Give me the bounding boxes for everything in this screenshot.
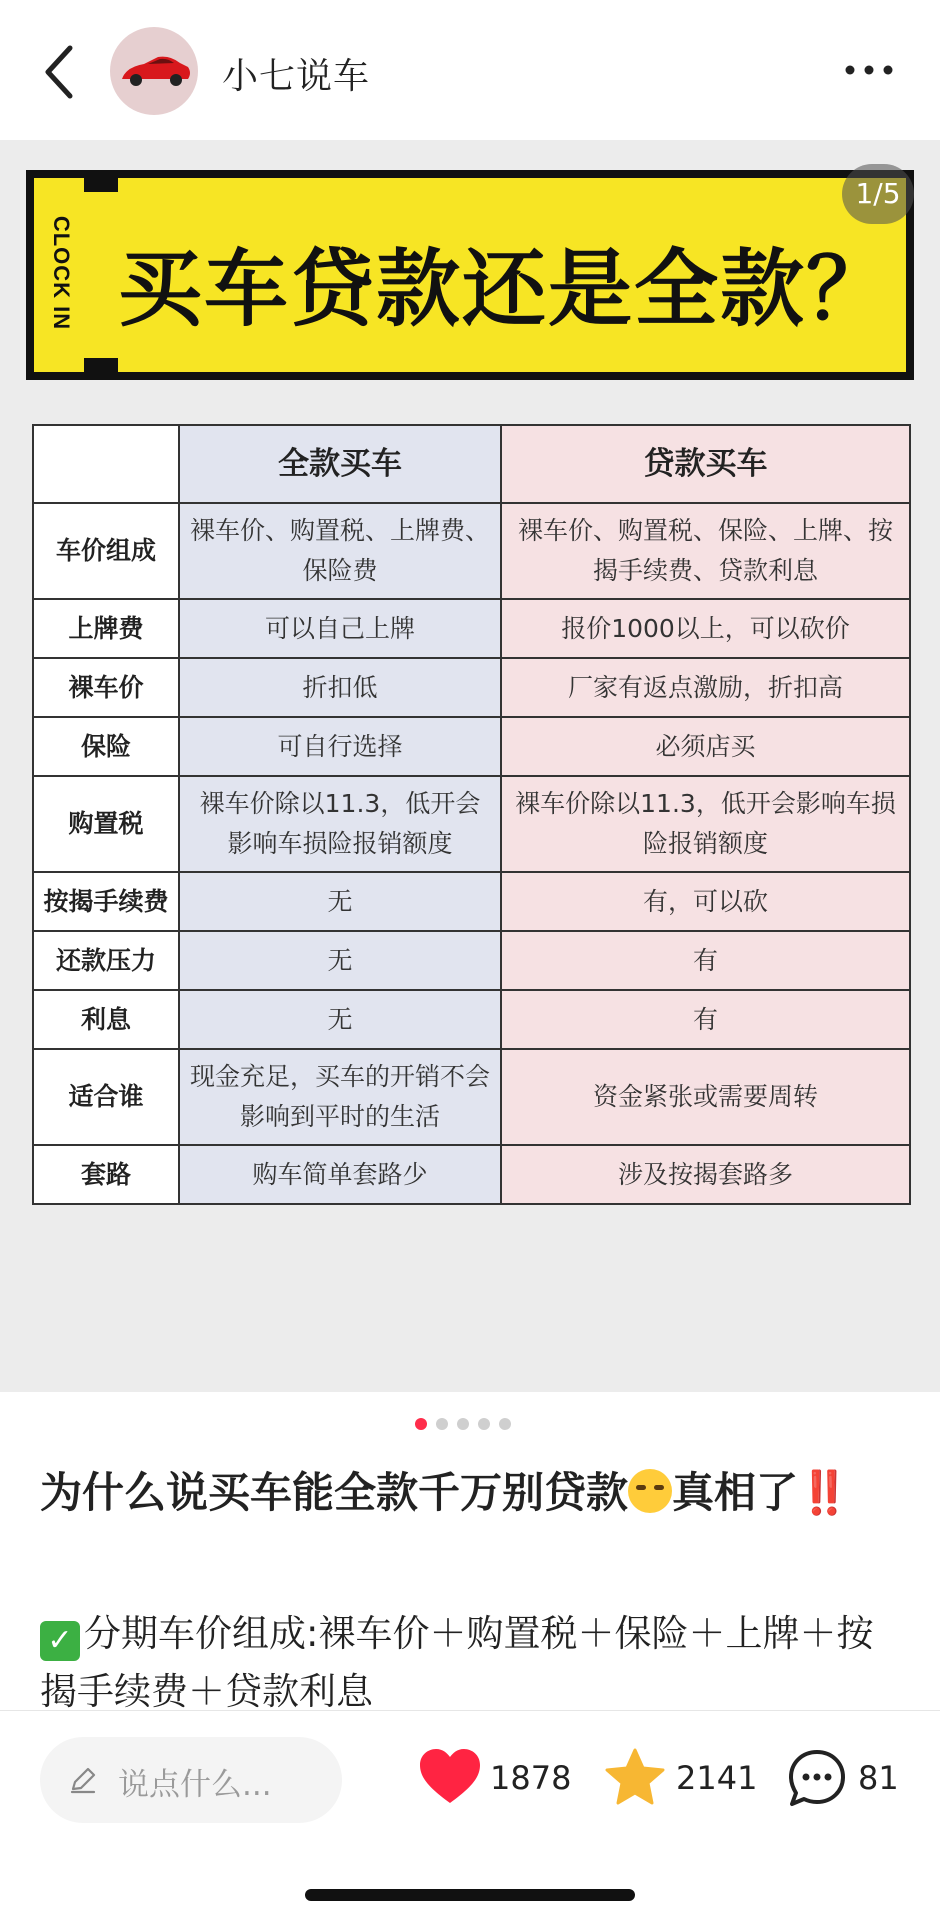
banner-side-text: CLOCK IN <box>49 215 74 331</box>
cell-loan: 厂家有返点激励，折扣高 <box>501 658 910 717</box>
cell-full: 可自行选择 <box>179 717 501 776</box>
chevron-left-icon <box>40 42 80 102</box>
cell-loan: 裸车价、购置税、保险、上牌、按揭手续费、贷款利息 <box>501 503 910 599</box>
table-row <box>33 931 910 990</box>
post-title <box>40 1460 900 1526</box>
comment-bubble-icon <box>786 1747 848 1809</box>
check-mark-button-icon: ✓ <box>40 1621 80 1661</box>
banner-title: 买车贷款还是全款？ <box>118 240 893 338</box>
crying-face-icon <box>628 1469 672 1513</box>
like-button[interactable] <box>418 1747 572 1813</box>
cell-full: 现金充足，买车的开销不会影响到平时的生活 <box>179 1049 501 1145</box>
home-indicator[interactable] <box>305 1889 635 1901</box>
pager-dot[interactable] <box>457 1418 469 1430</box>
double-exclamation-icon: ‼️ <box>798 1468 851 1517</box>
row-label: 适合谁 <box>33 1049 179 1145</box>
row-label: 购置税 <box>33 776 179 872</box>
comment-button[interactable] <box>786 1747 906 1813</box>
post-title-text: 真相了 <box>672 1468 799 1517</box>
comment-count: 81 <box>858 1759 899 1797</box>
star-icon <box>604 1747 666 1807</box>
cell-loan: 有，可以砍 <box>501 872 910 931</box>
post-body-text: 分期车价组成:裸车价＋购置税＋保险＋上牌＋按揭手续费＋贷款利息 <box>40 1612 874 1710</box>
pager-dot[interactable] <box>478 1418 490 1430</box>
banner-notch <box>84 358 118 380</box>
row-label: 上牌费 <box>33 599 179 658</box>
cell-full: 折扣低 <box>179 658 501 717</box>
cell-full: 无 <box>179 931 501 990</box>
table-row <box>33 776 910 872</box>
comment-input[interactable] <box>40 1737 342 1823</box>
red-car-icon <box>110 27 198 115</box>
table-row <box>33 503 910 599</box>
favorite-button[interactable] <box>604 1747 758 1813</box>
post-title-text: 为什么说买车能全款千万别贷款 <box>40 1468 629 1517</box>
more-button[interactable] <box>842 52 896 88</box>
table-row <box>33 990 910 1049</box>
pager-dot[interactable] <box>436 1418 448 1430</box>
back-button[interactable] <box>40 42 80 102</box>
post-body <box>40 1605 910 1710</box>
cell-full: 可以自己上牌 <box>179 599 501 658</box>
row-label: 还款压力 <box>33 931 179 990</box>
cell-loan: 必须店买 <box>501 717 910 776</box>
table-row <box>33 658 910 717</box>
header-loan: 贷款买车 <box>501 425 910 503</box>
row-label: 按揭手续费 <box>33 872 179 931</box>
author-name[interactable]: 小七说车 <box>222 56 371 97</box>
comparison-table <box>32 424 911 1205</box>
row-label: 利息 <box>33 990 179 1049</box>
image-pager <box>415 1418 525 1432</box>
row-label: 车价组成 <box>33 503 179 599</box>
cell-full: 裸车价除以11.3，低开会影响车损险报销额度 <box>179 776 501 872</box>
cell-loan: 报价1000以上，可以砍价 <box>501 599 910 658</box>
table-row <box>33 1049 910 1145</box>
table-row <box>33 599 910 658</box>
banner-notch <box>84 170 118 192</box>
header-full-payment: 全款买车 <box>179 425 501 503</box>
row-label: 套路 <box>33 1145 179 1204</box>
cell-loan: 有 <box>501 931 910 990</box>
cell-loan: 涉及按揭套路多 <box>501 1145 910 1204</box>
cell-loan: 资金紧张或需要周转 <box>501 1049 910 1145</box>
author-avatar[interactable] <box>110 27 198 115</box>
table-corner <box>33 425 179 503</box>
pager-dot[interactable] <box>499 1418 511 1430</box>
comment-placeholder: 说点什么... <box>118 1767 272 1803</box>
bottom-action-bar <box>0 1710 940 1920</box>
favorite-count: 2141 <box>676 1759 758 1797</box>
heart-icon <box>418 1747 482 1807</box>
pager-dot-active[interactable] <box>415 1418 427 1430</box>
image-banner <box>26 170 914 380</box>
cell-loan: 裸车价除以11.3，低开会影响车损险报销额度 <box>501 776 910 872</box>
cell-full: 购车简单套路少 <box>179 1145 501 1204</box>
more-horizontal-icon <box>842 52 896 88</box>
cell-full: 无 <box>179 872 501 931</box>
cell-loan: 有 <box>501 990 910 1049</box>
table-row <box>33 717 910 776</box>
cell-full: 无 <box>179 990 501 1049</box>
cell-full: 裸车价、购置税、上牌费、保险费 <box>179 503 501 599</box>
top-bar <box>0 0 940 140</box>
pencil-icon <box>68 1765 98 1795</box>
table-row <box>33 872 910 931</box>
image-page-indicator: 1/5 <box>842 164 914 224</box>
table-row <box>33 1145 910 1204</box>
like-count: 1878 <box>490 1759 572 1797</box>
post-image[interactable] <box>0 140 940 1392</box>
row-label: 保险 <box>33 717 179 776</box>
row-label: 裸车价 <box>33 658 179 717</box>
